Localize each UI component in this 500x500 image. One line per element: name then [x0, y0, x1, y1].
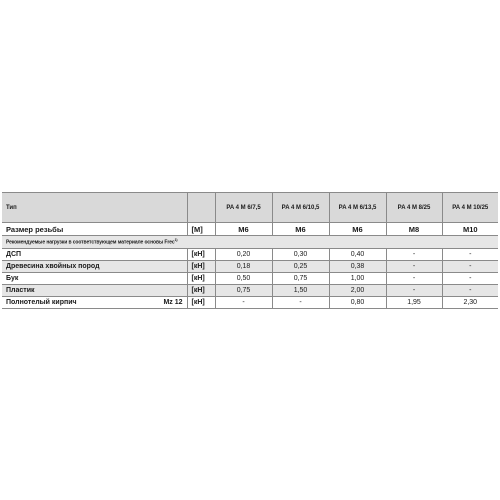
model-header: PA 4 M 6/7,5	[215, 193, 272, 223]
row-value: 2,00	[329, 285, 386, 297]
row-value: 0,50	[215, 273, 272, 285]
table-row	[2, 261, 498, 273]
row-label: Полнотелый кирпич	[6, 299, 77, 306]
row-unit: [кН]	[187, 297, 215, 309]
row-label-cell	[2, 297, 187, 309]
row-value: 0,18	[215, 261, 272, 273]
row-value: -	[442, 285, 498, 297]
row-value: 0,30	[272, 249, 329, 261]
model-header: PA 4 M 6/13,5	[329, 193, 386, 223]
row-value: 1,95	[386, 297, 442, 309]
table-header-row	[2, 193, 498, 223]
row-label: Бук	[2, 273, 187, 285]
specification-table	[2, 193, 498, 309]
row-label: Пластик	[2, 285, 187, 297]
thread-size-label: Размер резьбы	[2, 223, 187, 236]
row-value: 0,20	[215, 249, 272, 261]
thread-size-value: M6	[215, 223, 272, 236]
section-heading-row	[2, 236, 498, 249]
row-value: -	[442, 261, 498, 273]
table-row	[2, 297, 498, 309]
model-header: PA 4 M 8/25	[386, 193, 442, 223]
row-label-group	[6, 299, 183, 306]
section-heading-text: Рекомендуемые нагрузки в соответствующем материале основы Frec	[6, 239, 175, 246]
row-value: 1,50	[272, 285, 329, 297]
row-value: 0,75	[272, 273, 329, 285]
row-value: 0,75	[215, 285, 272, 297]
table-row	[2, 273, 498, 285]
row-value: 0,40	[329, 249, 386, 261]
section-heading-footnote: 1)	[174, 238, 178, 243]
table-row	[2, 249, 498, 261]
thread-size-value: M6	[272, 223, 329, 236]
row-unit: [кН]	[187, 261, 215, 273]
row-value: 0,38	[329, 261, 386, 273]
row-unit: [кН]	[187, 249, 215, 261]
row-value: -	[272, 297, 329, 309]
section-heading	[2, 236, 498, 249]
row-value: -	[386, 273, 442, 285]
row-value: -	[442, 249, 498, 261]
row-label: ДСП	[2, 249, 187, 261]
thread-size-unit: [M]	[187, 223, 215, 236]
thread-size-row	[2, 223, 498, 236]
row-value: -	[386, 261, 442, 273]
row-value: -	[386, 249, 442, 261]
row-value: 1,00	[329, 273, 386, 285]
row-unit: [кН]	[187, 273, 215, 285]
thread-size-value: M10	[442, 223, 498, 236]
table-row	[2, 285, 498, 297]
thread-size-value: M8	[386, 223, 442, 236]
header-unit-spacer	[187, 193, 215, 223]
type-label: Тип	[2, 193, 187, 223]
row-value: 0,80	[329, 297, 386, 309]
row-value: 2,30	[442, 297, 498, 309]
strength-class-label: Mz 12	[163, 299, 183, 306]
row-unit: [кН]	[187, 285, 215, 297]
row-label: Древесина хвойных пород	[2, 261, 187, 273]
model-header: PA 4 M 10/25	[442, 193, 498, 223]
row-value: -	[442, 273, 498, 285]
model-header: PA 4 M 6/10,5	[272, 193, 329, 223]
row-value: -	[215, 297, 272, 309]
row-value: 0,25	[272, 261, 329, 273]
thread-size-value: M6	[329, 223, 386, 236]
row-value: -	[386, 285, 442, 297]
